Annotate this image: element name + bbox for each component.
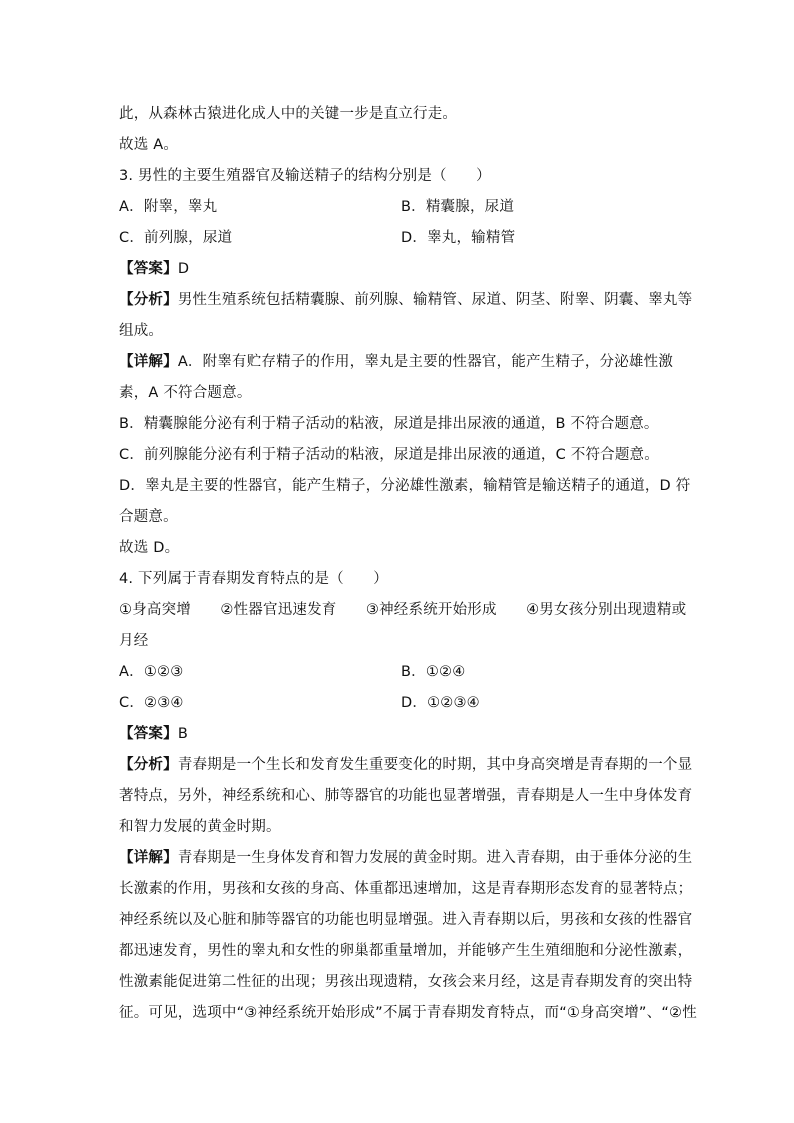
q3-option-b: B．精囊腺，尿道 — [401, 199, 515, 215]
q4-option-a: A．①②③ — [119, 664, 184, 680]
q4-options-row-2 — [119, 693, 480, 713]
detail-tag: 【详解】 — [119, 850, 178, 866]
question-4-stem: 4. 下列属于青春期发育特点的是（ ） — [119, 571, 388, 587]
answer-value: B — [177, 726, 188, 742]
text-line: 月经 — [119, 633, 149, 649]
q4-statements: ①身高突增 ②性器官迅速发育 ③神经系统开始形成 ④男女孩分别出现遗精或 — [119, 602, 687, 618]
question-3-stem: 3. 男性的主要生殖器官及输送精子的结构分别是（ ） — [119, 168, 491, 184]
q3-option-d: D．睾丸，输精管 — [401, 230, 516, 246]
text-line: D．睾丸是主要的性器官，能产生精子，分泌雄性激素，输精管是输送精子的通道，D 符 — [119, 478, 691, 494]
text-line: 合题意。 — [119, 509, 178, 525]
q4-option-b: B．①②④ — [401, 664, 466, 680]
answer-tag: 【答案】 — [119, 726, 178, 742]
detail-tag: 【详解】 — [119, 354, 178, 370]
text-line: 性激素能促进第二性征的出现；男孩出现遗精，女孩会来月经，这是青春期发育的突出特 — [119, 974, 693, 990]
q4-option-c: C．②③④ — [119, 695, 184, 711]
text-line: B．精囊腺能分泌有利于精子活动的粘液，尿道是排出尿液的通道，B 不符合题意。 — [119, 416, 659, 432]
text-line: C．前列腺能分泌有利于精子活动的粘液，尿道是排出尿液的通道，C 不符合题意。 — [119, 447, 659, 463]
answer-value: D — [177, 261, 190, 277]
analysis-tag: 【分析】 — [119, 292, 178, 308]
analysis-text: 男性生殖系统包括精囊腺、前列腺、输精管、尿道、阴茎、附睾、阴囊、睾丸等 — [177, 292, 693, 308]
text-line: 著特点，另外，神经系统和心、肺等器官的功能也显著增强，青春期是人一生中身体发育 — [119, 788, 693, 804]
text-line: 和智力发展的黄金时期。 — [119, 819, 281, 835]
text-line: 长激素的作用，男孩和女孩的身高、体重都迅速增加，这是青春期形态发育的显著特点； — [119, 881, 693, 897]
detail-text: 青春期是一生身体发育和智力发展的黄金时期。进入青春期，由于垂体分泌的生 — [177, 850, 693, 866]
text-line: 故选 D。 — [119, 540, 180, 556]
q3-analysis — [119, 290, 692, 310]
q4-answer — [119, 724, 188, 744]
q4-analysis — [119, 755, 692, 775]
text-line: 故选 A。 — [119, 137, 179, 153]
answer-tag: 【答案】 — [119, 261, 178, 277]
q3-answer — [119, 259, 189, 279]
text-line: 此，从森林古猿进化成人中的关键一步是直立行走。 — [119, 106, 458, 122]
text-line: 组成。 — [119, 323, 164, 339]
q3-option-a: A．附睾，睾丸 — [119, 199, 218, 215]
text-line: 素，A 不符合题意。 — [119, 385, 252, 401]
q4-options-row-1 — [119, 662, 466, 682]
text-line: 都迅速发育，男性的睾丸和女性的卵巢都重量增加，并能够产生生殖细胞和分泌性激素， — [119, 943, 693, 959]
analysis-tag: 【分析】 — [119, 757, 178, 773]
q3-options-row-1 — [119, 197, 515, 217]
q3-options-row-2 — [119, 228, 516, 248]
q3-option-c: C．前列腺，尿道 — [119, 230, 233, 246]
detail-text: A．附睾有贮存精子的作用，睾丸是主要的性器官，能产生精子，分泌雄性激 — [177, 354, 674, 370]
q3-detail — [119, 352, 673, 372]
analysis-text: 青春期是一个生长和发育发生重要变化的时期，其中身高突增是青春期的一个显 — [177, 757, 693, 773]
q4-detail — [119, 848, 692, 868]
text-line: 神经系统以及心脏和肺等器官的功能也明显增强。进入青春期以后，男孩和女孩的性器官 — [119, 912, 693, 928]
text-line: 征。可见，选项中“③神经系统开始形成”不属于青春期发育特点，而“①身高突增”、“②性 — [119, 1005, 697, 1021]
q4-option-d: D．①②③④ — [401, 695, 480, 711]
